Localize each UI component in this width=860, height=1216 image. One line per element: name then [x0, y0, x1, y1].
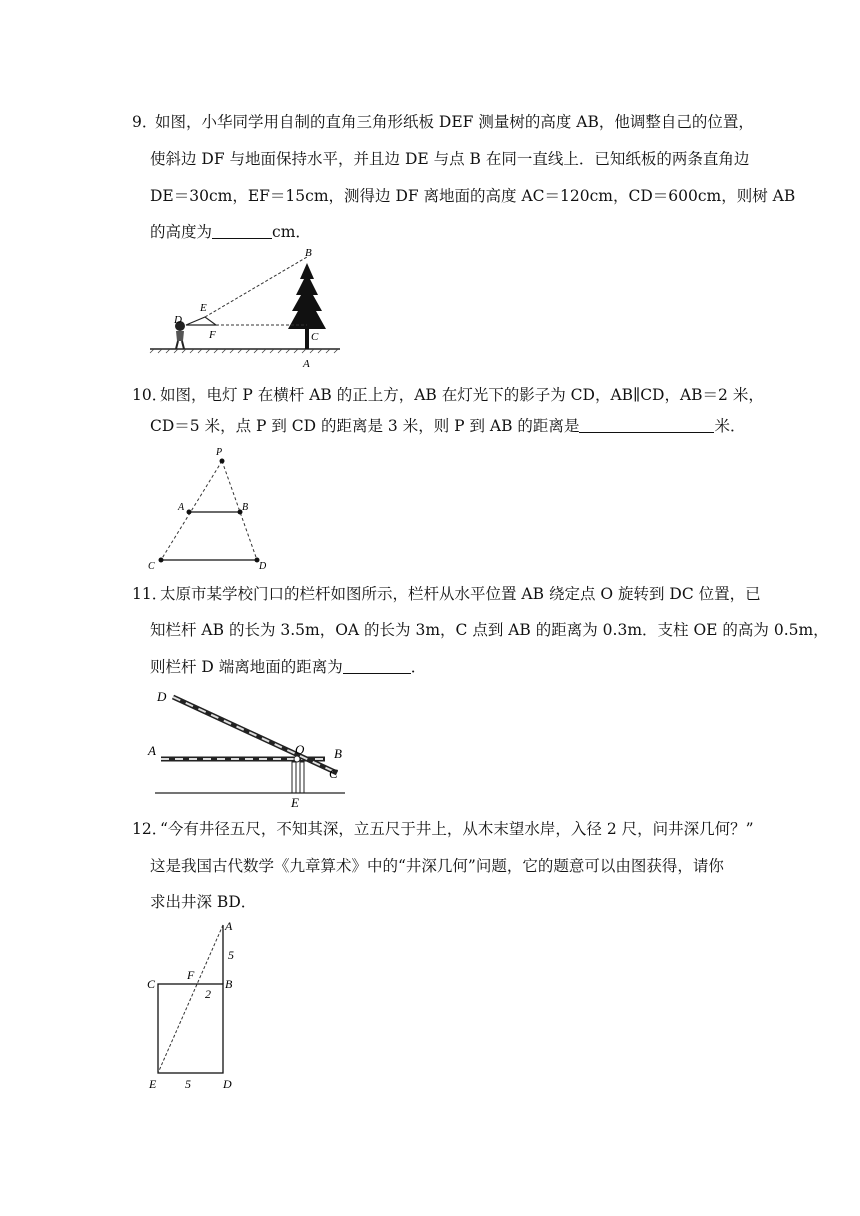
label-C: C: [329, 766, 338, 781]
figure-tree-measurement: [150, 245, 350, 370]
problem-10-unit: 米．: [714, 417, 746, 435]
label-C: C: [311, 331, 319, 343]
problem-11-number: 11．: [132, 585, 168, 603]
label-B: B: [225, 977, 233, 991]
label-C: C: [148, 561, 155, 572]
label-A: A: [303, 358, 310, 370]
figure-well-depth: [145, 915, 255, 1095]
label-E: E: [291, 795, 299, 810]
label-O: O: [295, 742, 305, 757]
problem-10-line-1: 如图，电灯 P 在横杆 AB 的正上方，AB 在灯光下的影子为 CD，AB∥CD，AB＝2 米，: [160, 386, 764, 404]
problem-9-line-1: 如图，小华同学用自制的直角三角形纸板 DEF 测量树的高度 AB，他调整自己的位置，: [155, 113, 754, 131]
problem-12-number: 12．: [132, 820, 168, 838]
problem-12-line-1: “今有井径五尺，不知其深，立五尺于井上，从木末望水岸，入径 2 尺，问井深几何？”: [160, 820, 754, 838]
problem-12-line-2: 这是我国古代数学《九章算术》中的“井深几何”问题，它的题意可以由图获得，请你: [150, 857, 724, 875]
label-C: C: [147, 977, 156, 991]
problem-10-line-2-text: CD＝5 米，点 P 到 CD 的距离是 3 米，则 P 到 AB 的距离是: [150, 417, 580, 435]
label-5-ED: 5: [185, 1077, 191, 1091]
tree-icon: [288, 263, 326, 329]
problem-12-line-3: 求出井深 BD．: [150, 893, 257, 911]
label-E: E: [149, 1077, 157, 1091]
label-E: E: [200, 302, 207, 314]
problem-11-line-3-text: 则栏杆 D 端离地面的距离为: [150, 658, 343, 676]
answer-blank: [343, 657, 411, 674]
figure-lamp-shadow: [145, 445, 275, 575]
problem-10-line-2: [150, 416, 745, 436]
label-5-AB: 5: [228, 948, 234, 962]
label-D: D: [259, 561, 267, 572]
label-F: F: [209, 329, 216, 341]
problem-9-line-3: DE＝30cm，EF＝15cm，测得边 DF 离地面的高度 AC＝120cm，CD＝600cm，则树 AB: [150, 187, 796, 205]
problem-11-line-2: 知栏杆 AB 的长为 3.5m，OA 的长为 3m，C 点到 AB 的距离为 0.3m．支柱 OE 的高为 0.5m，: [150, 621, 829, 639]
label-F: F: [187, 968, 195, 982]
problem-11-tail: ．: [410, 658, 427, 676]
problem-11-line-3: [150, 657, 426, 677]
problem-11-line-1: 太原市某学校门口的栏杆如图所示，栏杆从水平位置 AB 绕定点 O 旋转到 DC 位置，已: [160, 585, 761, 603]
label-D: D: [174, 314, 182, 326]
problem-9-line-4: [150, 222, 311, 242]
label-B: B: [334, 746, 342, 761]
answer-blank: [212, 222, 272, 239]
problem-10-number: 10．: [132, 386, 168, 404]
answer-blank: [579, 416, 714, 433]
label-A: A: [225, 919, 233, 933]
problem-9-line-4-text: 的高度为: [150, 223, 213, 241]
label-D: D: [157, 689, 167, 704]
label-B: B: [305, 247, 312, 259]
label-2-FB: 2: [205, 987, 211, 1001]
problem-9-number: 9．: [132, 113, 158, 131]
label-P: P: [216, 447, 223, 458]
label-A: A: [178, 502, 185, 513]
problem-9-line-2: 使斜边 DF 与地面保持水平，并且边 DE 与点 B 在同一直线上．已知纸板的两条直角边: [150, 150, 750, 168]
label-B: B: [242, 502, 249, 513]
problem-9-unit: cm．: [272, 223, 311, 241]
label-A: A: [148, 743, 156, 758]
figure-barrier-gate: [145, 680, 360, 810]
label-D: D: [223, 1077, 232, 1091]
